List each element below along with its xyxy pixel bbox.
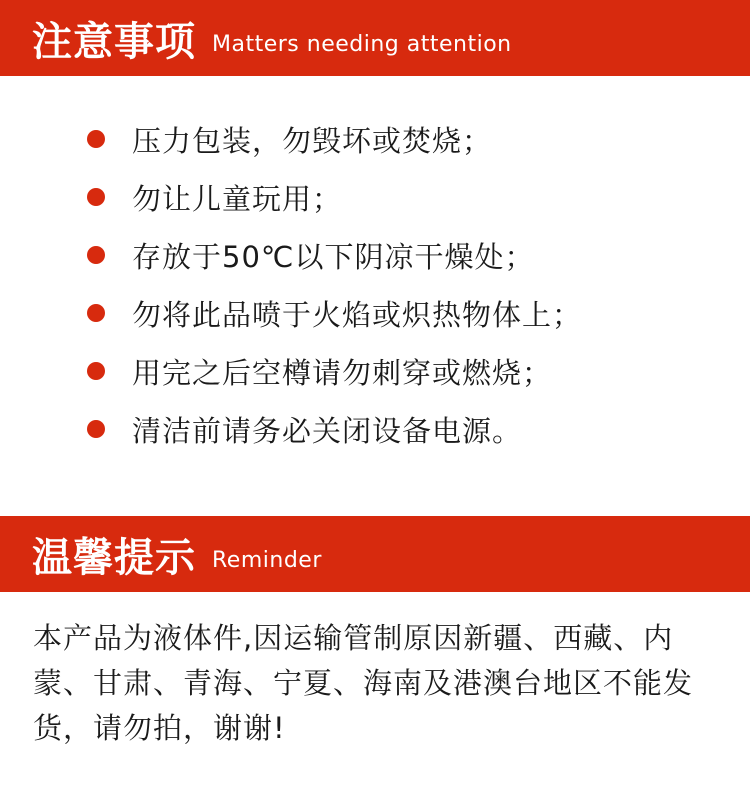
attention-list — [0, 110, 750, 458]
bullet-dot-icon — [87, 130, 105, 148]
list-item-text: 清洁前请务必关闭设备电源。 — [132, 413, 523, 448]
reminder-section — [0, 516, 750, 592]
list-item-text: 存放于50℃以下阴凉干燥处； — [132, 239, 535, 274]
reminder-text: 本产品为液体件,因运输管制原因新疆、西藏、内蒙、甘肃、青海、宁夏、海南及港澳台地区不能发货，请勿拍，谢谢! — [33, 621, 694, 745]
bullet-dot-icon — [87, 246, 105, 264]
bullet-dot-icon — [87, 362, 105, 380]
list-item-text: 压力包装，勿毁坏或焚烧； — [132, 123, 493, 158]
bullet-dot-icon — [87, 304, 105, 322]
list-item-text: 勿将此品喷于火焰或炽热物体上； — [132, 297, 583, 332]
attention-title-en: Matters needing attention — [212, 31, 512, 57]
list-item — [0, 284, 750, 342]
attention-title-cn: 注意事项 — [32, 18, 196, 65]
list-item — [0, 168, 750, 226]
list-item-text: 用完之后空樽请勿刺穿或燃烧； — [132, 355, 553, 390]
list-item — [0, 226, 750, 284]
attention-section — [0, 0, 750, 76]
attention-header — [0, 0, 750, 76]
list-item — [0, 110, 750, 168]
reminder-title-cn: 温馨提示 — [32, 534, 196, 581]
list-item — [0, 400, 750, 458]
list-item-text: 勿让儿童玩用； — [132, 181, 343, 216]
reminder-header — [0, 516, 750, 592]
bullet-dot-icon — [87, 188, 105, 206]
reminder-title-en: Reminder — [212, 547, 322, 573]
bullet-dot-icon — [87, 420, 105, 438]
list-item — [0, 342, 750, 400]
